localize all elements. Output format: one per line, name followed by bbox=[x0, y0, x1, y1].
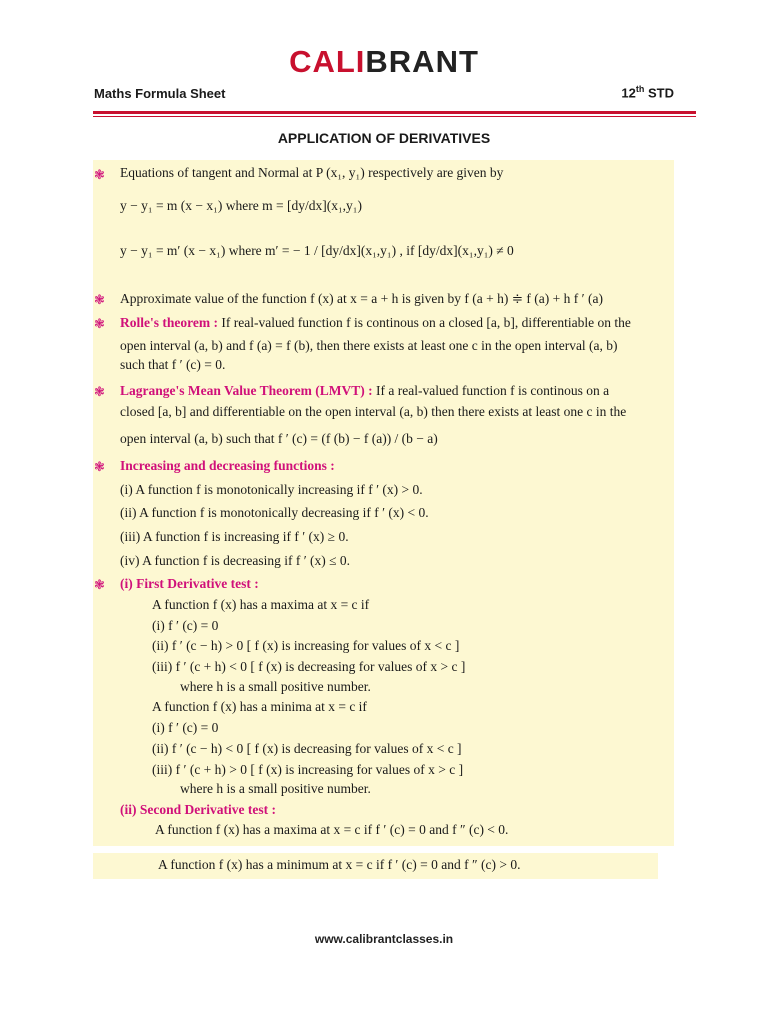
rolles-theorem-line2: open interval (a, b) and f (a) = f (b), then there exists at least one c in the open interval (a, b) bbox=[120, 338, 618, 353]
sheet-title: Maths Formula Sheet bbox=[94, 86, 226, 101]
class-label: 12th STD bbox=[621, 84, 674, 101]
minima-condition-2: (ii) f ′ (c − h) < 0 [ f (x) is decreasing for values of x < c ] bbox=[152, 741, 462, 756]
increasing-decreasing-heading: Increasing and decreasing functions : bbox=[120, 458, 335, 473]
first-derivative-heading: (i) First Derivative test : bbox=[120, 576, 259, 591]
section-title: APPLICATION OF DERIVATIVES bbox=[277, 130, 491, 146]
increasing-rule: (iii) A function f is increasing if f ′ (x) ≥ 0. bbox=[120, 529, 349, 544]
monotonic-decreasing-rule: (ii) A function f is monotonically decreasing if f ′ (x) < 0. bbox=[120, 505, 429, 520]
brand-logo: CALIBRANT bbox=[289, 44, 479, 79]
minima-condition-3: (iii) f ′ (c + h) > 0 [ f (x) is increasing for values of x > c ] bbox=[152, 762, 464, 777]
bullet-icon: ❃ bbox=[94, 167, 105, 182]
maxima-condition-1: (i) f ′ (c) = 0 bbox=[152, 618, 219, 633]
lmvt-line2: closed [a, b] and differentiable on the open interval (a, b) then there exists at least one c in the bbox=[120, 404, 627, 419]
approximation-formula: Approximate value of the function f (x) at x = a + h is given by f (a + h) ≑ f (a) + h f ′ (a) bbox=[120, 291, 603, 306]
rolles-theorem-line1: Rolle's theorem : If real-valued function f is continous on a closed [a, b], differentiable on the bbox=[120, 315, 631, 330]
header-rule-thin bbox=[93, 116, 696, 117]
monotonic-increasing-rule: (i) A function f is monotonically increasing if f ′ (x) > 0. bbox=[120, 482, 423, 497]
footer-website[interactable]: www.calibrantclasses.in bbox=[314, 932, 454, 946]
tangent-equation: y − y₁ = m (x − x₁) where m = [dy/dx](x₁,y₁) bbox=[120, 198, 362, 213]
lmvt-line3: open interval (a, b) such that f ′ (c) = (f (b) − f (a)) / (b − a) bbox=[120, 431, 438, 446]
minima-intro: A function f (x) has a minima at x = c if bbox=[152, 699, 367, 714]
bullet-icon: ❃ bbox=[94, 384, 105, 399]
tangent-normal-intro: Equations of tangent and Normal at P (x₁, y₁) respectively are given by bbox=[120, 165, 504, 180]
minima-condition-1: (i) f ′ (c) = 0 bbox=[152, 720, 219, 735]
maxima-note: where h is a small positive number. bbox=[180, 679, 371, 694]
maxima-intro: A function f (x) has a maxima at x = c if bbox=[152, 597, 370, 612]
second-derivative-maxima: A function f (x) has a maxima at x = c if f ′ (c) = 0 and f ″ (c) < 0. bbox=[155, 822, 509, 837]
second-derivative-minimum: A function f (x) has a minimum at x = c if f ′ (c) = 0 and f ″ (c) > 0. bbox=[158, 857, 521, 872]
lmvt-line1: Lagrange's Mean Value Theorem (LMVT) : If a real-valued function f is continous on a bbox=[120, 383, 610, 398]
maxima-condition-2: (ii) f ′ (c − h) > 0 [ f (x) is increasing for values of x < c ] bbox=[152, 638, 460, 653]
second-derivative-heading: (ii) Second Derivative test : bbox=[120, 802, 276, 817]
rolles-theorem-line3: such that f ′ (c) = 0. bbox=[120, 357, 226, 372]
bullet-icon: ❃ bbox=[94, 292, 105, 307]
minima-note: where h is a small positive number. bbox=[180, 781, 371, 796]
bullet-icon: ❃ bbox=[94, 577, 105, 592]
decreasing-rule: (iv) A function f is decreasing if f ′ (x) ≤ 0. bbox=[120, 553, 351, 568]
bullet-icon: ❃ bbox=[94, 459, 105, 474]
bullet-icon: ❃ bbox=[94, 316, 105, 331]
maxima-condition-3: (iii) f ′ (c + h) < 0 [ f (x) is decreasing for values of x > c ] bbox=[152, 659, 466, 674]
normal-equation: y − y₁ = m′ (x − x₁) where m′ = − 1 / [dy/dx](x₁,y₁) , if [dy/dx](x₁,y₁) ≠ 0 bbox=[120, 243, 514, 258]
header-rule bbox=[93, 111, 696, 114]
